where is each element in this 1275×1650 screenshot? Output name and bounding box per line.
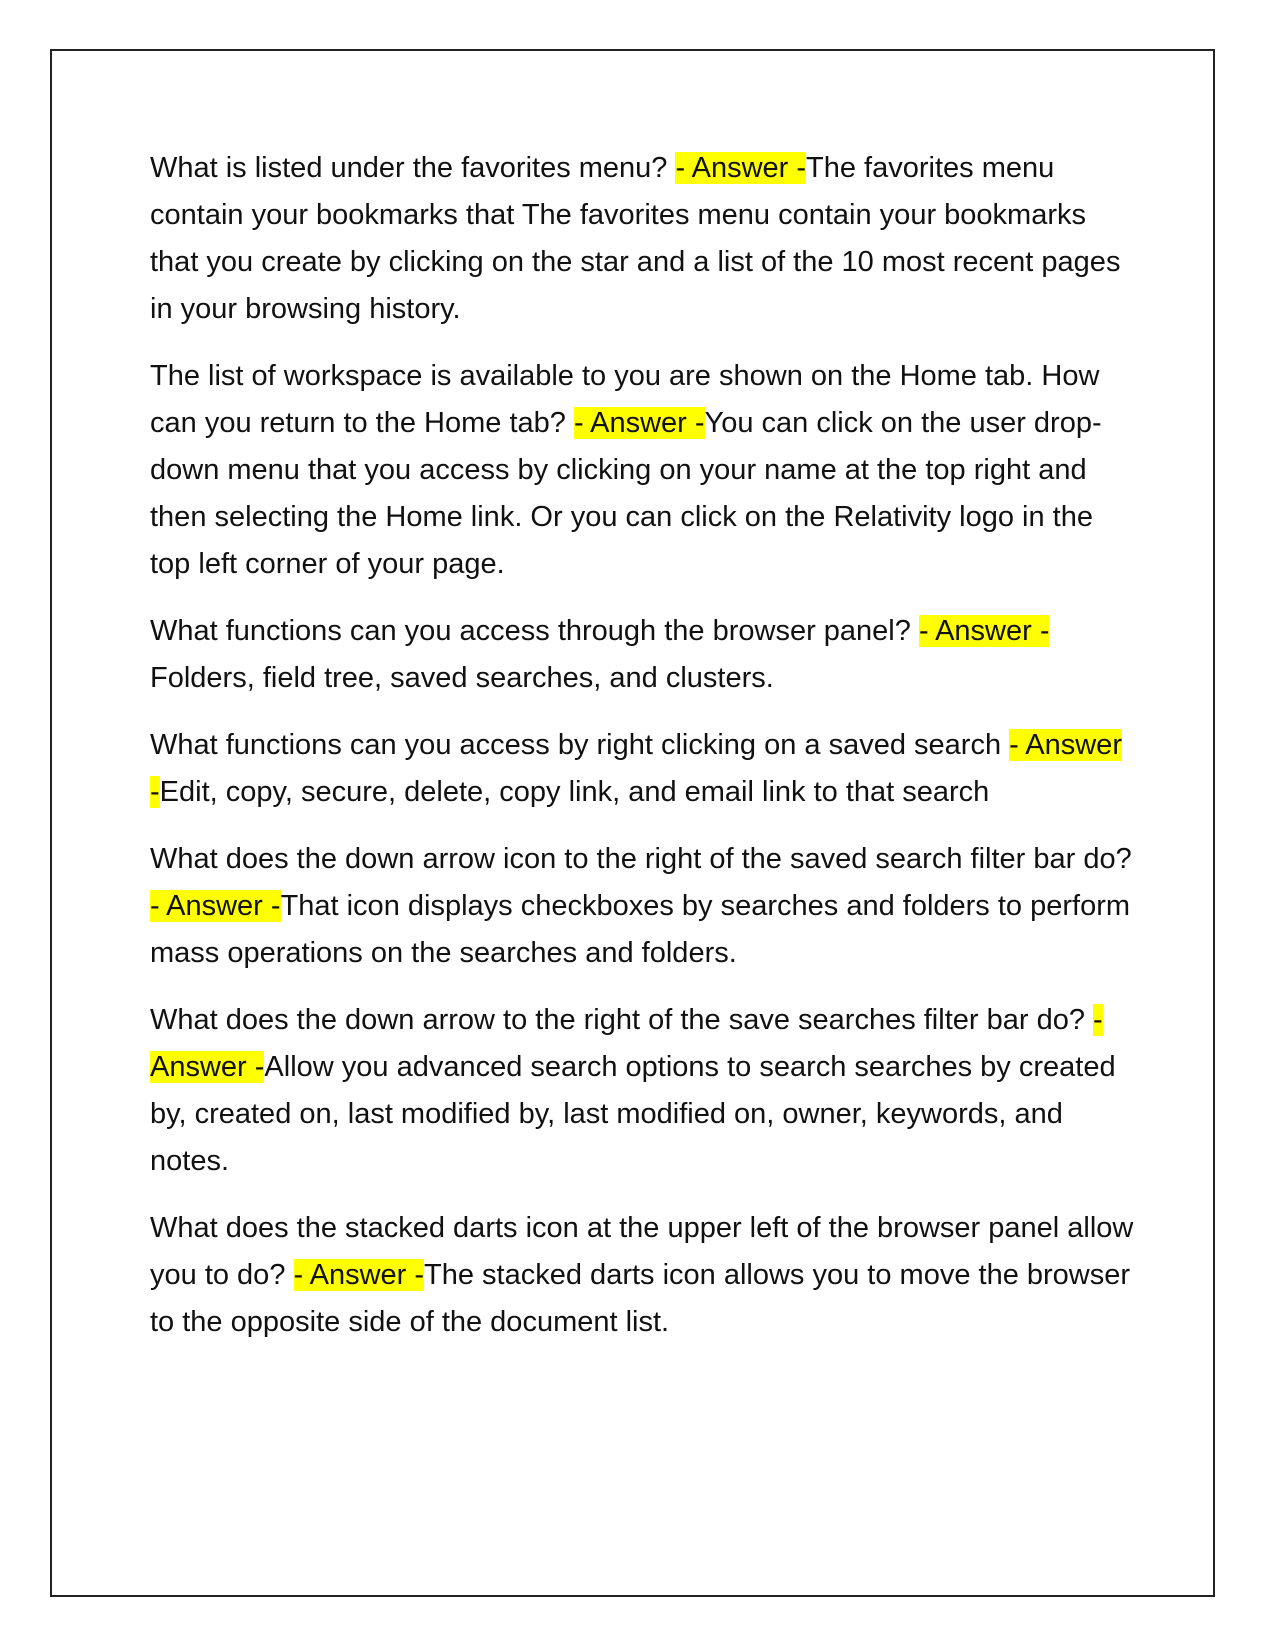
qa-item-4 xyxy=(150,722,1135,816)
answer-marker: - Answer - xyxy=(918,615,1050,647)
answer-marker: - Answer - xyxy=(293,1259,425,1291)
answer-text: Edit, copy, secure, delete, copy link, and email link to that search xyxy=(159,776,990,808)
qa-item-1 xyxy=(150,145,1135,333)
question-text: What functions can you access by right clicking on a saved search xyxy=(150,729,1010,761)
answer-text: The stacked darts icon allows you to move the browser to the opposite side of the document list. xyxy=(150,1259,1131,1338)
question-text: What does the stacked darts icon at the upper left of the browser panel allow you to do? xyxy=(150,1212,1134,1291)
question-text: What does the down arrow icon to the right of the saved search filter bar do? xyxy=(150,843,1132,875)
answer-marker: - Answer - xyxy=(150,729,1122,808)
question-text: What does the down arrow to the right of the save searches filter bar do? xyxy=(150,1004,1094,1036)
answer-marker: - Answer - xyxy=(675,152,807,184)
qa-item-3 xyxy=(150,608,1135,702)
qa-item-6 xyxy=(150,997,1135,1185)
answer-marker: - Answer - xyxy=(573,407,705,439)
answer-text: Folders, field tree, saved searches, and clusters. xyxy=(150,662,774,694)
answer-text: Allow you advanced search options to search searches by created by, created on, last modified by, last modified on, owner, keywords, and notes. xyxy=(150,1051,1116,1177)
answer-marker: - Answer - xyxy=(150,1004,1103,1083)
document-body xyxy=(150,145,1135,1366)
question-text: The list of workspace is available to you are shown on the Home tab. How can you return to the Home tab? xyxy=(150,360,1100,439)
question-text: What functions can you access through the browser panel? xyxy=(150,615,919,647)
question-text: What is listed under the favorites menu? xyxy=(150,152,676,184)
answer-text: The favorites menu contain your bookmarks that The favorites menu contain your bookmarks that you create by clicking on the star and a list of the 10 most recent pages in your browsing history. xyxy=(150,152,1121,325)
answer-marker: - Answer - xyxy=(150,890,281,922)
qa-item-2 xyxy=(150,353,1135,588)
qa-item-5 xyxy=(150,836,1135,977)
answer-text: You can click on the user drop-down menu that you access by clicking on your name at the top right and then selecting the Home link. Or you can click on the Relativity logo in the top left corner of your page. xyxy=(150,407,1102,580)
qa-item-7 xyxy=(150,1205,1135,1346)
answer-text: That icon displays checkboxes by searches and folders to perform mass operations on the searches and folders. xyxy=(150,890,1131,969)
